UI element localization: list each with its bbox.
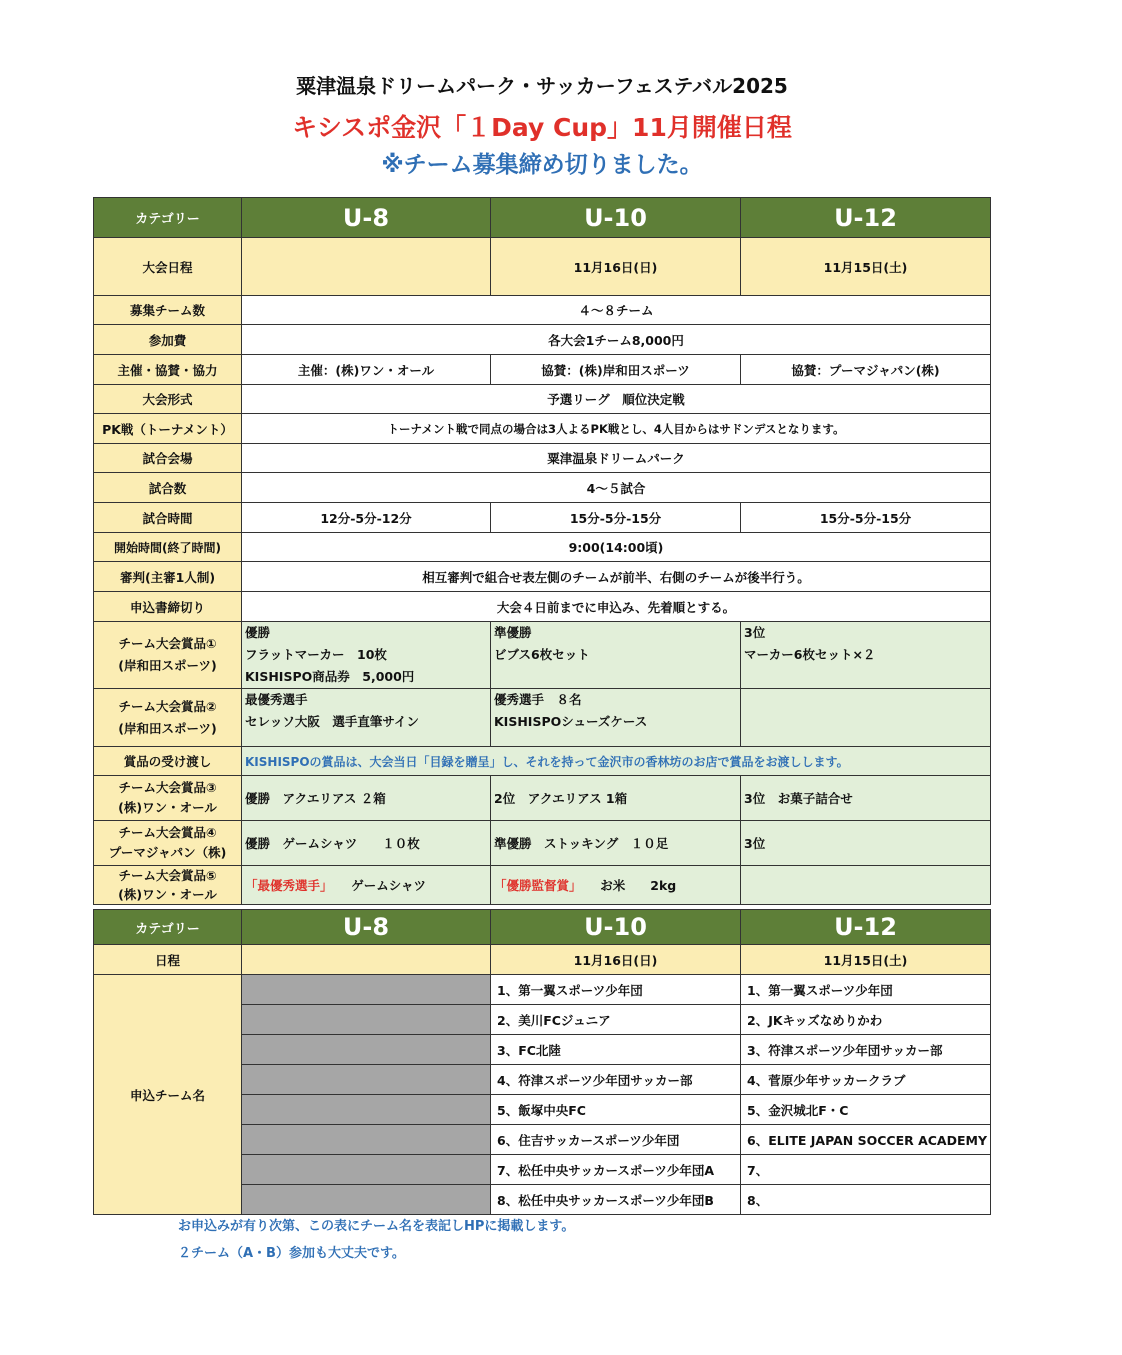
u8-prize5 — [242, 866, 491, 905]
u8-prize3: 優勝 アクエリアス ２箱 — [242, 776, 491, 821]
prize4-label-line1: チーム大会賞品④ — [118, 825, 217, 840]
prize5-label — [94, 866, 242, 905]
referee-label: 審判(主審1人制) — [94, 562, 242, 592]
sponsors-label: 主催・協賛・協力 — [94, 355, 242, 385]
matches-row — [94, 473, 991, 503]
u8-prize2 — [242, 689, 491, 747]
prize4-row — [94, 821, 991, 866]
u8-prize5-award: 「最優秀選手」 — [245, 878, 327, 893]
prize4-label-line2: プーマジャパン（株) — [108, 845, 227, 860]
prize4-label — [94, 821, 242, 866]
deadline-value: 大会４日前までに申込み、先着順とする。 — [242, 592, 991, 622]
pk-value: トーナメント戦で同点の場合は3人よるPK戦とし、4人目からはサドンデスとなります。 — [242, 414, 991, 444]
start-time-label: 開始時間(終了時間) — [94, 533, 242, 562]
u12-team: 8、 — [741, 1185, 991, 1215]
u10-prize4: 準優勝 ストッキング １０足 — [491, 821, 741, 866]
u10-match-time: 15分-5分-15分 — [491, 503, 741, 533]
teams-category-header-row — [94, 910, 991, 945]
prize2-row — [94, 689, 991, 747]
referee-row — [94, 562, 991, 592]
u10-team: 7、松任中央サッカースポーツ少年団A — [491, 1155, 741, 1185]
u10-prize1-line: 準優勝 — [494, 625, 532, 640]
u8-match-time: 12分-5分-12分 — [242, 503, 491, 533]
prize2-label-line2: (岸和田スポーツ) — [118, 720, 217, 736]
handover-value: KISHISPOの賞品は、大会当日「目録を贈呈」し、それを持って金沢市の香林坊のお店で賞品をお渡しします。 — [242, 747, 991, 776]
u12-schedule-date: 11月15日(土) — [741, 945, 991, 975]
u12-sponsor: 協賛：プーマジャパン(株) — [741, 355, 991, 385]
u12-header: U-12 — [741, 198, 991, 238]
matches-label: 試合数 — [94, 473, 242, 503]
u12-team: 7、 — [741, 1155, 991, 1185]
venue-value: 粟津温泉ドリームパーク — [242, 444, 991, 473]
schedule-label: 日程 — [94, 945, 242, 975]
u12-team: 6、ELITE JAPAN SOCCER ACADEMY — [741, 1125, 991, 1155]
u10-prize3: 2位 アクエリアス 1箱 — [491, 776, 741, 821]
fee-value: 各大会1チーム8,000円 — [242, 325, 991, 355]
match-time-row — [94, 503, 991, 533]
u12-team: 3、符津スポーツ少年団サッカー部 — [741, 1035, 991, 1065]
venue-row — [94, 444, 991, 473]
prize5-label-line1: チーム大会賞品⑤ — [118, 868, 217, 883]
u12-prize1 — [741, 622, 991, 689]
u10-header: U-10 — [491, 198, 741, 238]
schedule-table — [93, 197, 991, 905]
u10-prize2-line: KISHISPOシューズケース — [494, 714, 648, 729]
table-row — [94, 975, 991, 1005]
u12-match-time: 15分-5分-15分 — [741, 503, 991, 533]
u10-team: 3、FC北陸 — [491, 1035, 741, 1065]
u10-team: 5、飯塚中央FC — [491, 1095, 741, 1125]
u10-team: 1、第一翼スポーツ少年団 — [491, 975, 741, 1005]
u8-prize2-line: セレッソ大阪 選手直筆サイン — [245, 714, 420, 729]
u10-team: 6、住吉サッカースポーツ少年団 — [491, 1125, 741, 1155]
pk-row — [94, 414, 991, 444]
teams-table — [93, 909, 991, 1215]
prize1-label — [94, 622, 242, 689]
u8-team-slot — [242, 975, 491, 1005]
u8-team-slot — [242, 1065, 491, 1095]
handover-label: 賞品の受け渡し — [94, 747, 242, 776]
u10-prize2-line: 優秀選手 ８名 — [494, 692, 582, 707]
cup-schedule-title: キシスポ金沢「１Day Cup」11月開催日程 — [292, 113, 792, 142]
start-time-row — [94, 533, 991, 562]
fee-row — [94, 325, 991, 355]
u8-schedule-date — [242, 945, 491, 975]
prize1-row — [94, 622, 991, 689]
u10-header: U-10 — [491, 910, 741, 945]
start-time-value: 9:00(14:00頃) — [242, 533, 991, 562]
u12-prize1-line: マーカー6枚セット×２ — [744, 647, 876, 662]
u12-team: 4、菅原少年サッカークラブ — [741, 1065, 991, 1095]
prize2-label — [94, 689, 242, 747]
u8-prize1-line: フラットマーカー 10枚 — [245, 647, 387, 662]
fee-label: 参加費 — [94, 325, 242, 355]
handover-row — [94, 747, 991, 776]
note-hp-listing: お申込みが有り次第、この表にチーム名を表記しHPに掲載します。 — [178, 1219, 575, 1234]
event-title: 粟津温泉ドリームパーク・サッカーフェステバル2025 — [296, 74, 788, 98]
category-label: カテゴリー — [94, 198, 242, 238]
date-row — [94, 238, 991, 296]
u8-sponsor: 主催：(株)ワン・オール — [242, 355, 491, 385]
prize3-label-line2: (株)ワン・オール — [118, 800, 217, 815]
u10-schedule-date: 11月16日(日) — [491, 945, 741, 975]
u10-prize2 — [491, 689, 741, 747]
venue-label: 試合会場 — [94, 444, 242, 473]
match-time-label: 試合時間 — [94, 503, 242, 533]
u8-team-slot — [242, 1125, 491, 1155]
note-two-teams: ２チーム（A・B）参加も大丈夫です。 — [178, 1246, 405, 1261]
prize2-label-line1: チーム大会賞品② — [118, 698, 217, 714]
u12-date: 11月15日(土) — [741, 238, 991, 296]
deadline-label: 申込書締切り — [94, 592, 242, 622]
u12-prize1-line: 3位 — [744, 625, 766, 640]
u8-header: U-8 — [242, 910, 491, 945]
u8-prize1 — [242, 622, 491, 689]
u10-prize5-award: 「優勝監督賞」 — [494, 878, 576, 893]
prize3-row — [94, 776, 991, 821]
u8-prize1-line: 優勝 — [245, 625, 271, 640]
date-label: 大会日程 — [94, 238, 242, 296]
prize3-label-line1: チーム大会賞品③ — [118, 780, 217, 795]
sponsors-row — [94, 355, 991, 385]
u10-team: 2、美川FCジュニア — [491, 1005, 741, 1035]
u12-prize2 — [741, 689, 991, 747]
u8-date — [242, 238, 491, 296]
pk-label: PK戦（トーナメント） — [94, 414, 242, 444]
u8-header: U-8 — [242, 198, 491, 238]
category-label: カテゴリー — [94, 910, 242, 945]
u12-header: U-12 — [741, 910, 991, 945]
u8-team-slot — [242, 1005, 491, 1035]
u8-prize5-item: ゲームシャツ — [326, 878, 427, 893]
format-label: 大会形式 — [94, 385, 242, 414]
u10-prize1 — [491, 622, 741, 689]
prize5-row — [94, 866, 991, 905]
u8-prize4: 優勝 ゲームシャツ １０枚 — [242, 821, 491, 866]
teams-row — [94, 296, 991, 325]
teams-value: ４～８チーム — [242, 296, 991, 325]
u8-prize2-line: 最優秀選手 — [245, 692, 308, 707]
schedule-row — [94, 945, 991, 975]
u10-team: 4、符津スポーツ少年団サッカー部 — [491, 1065, 741, 1095]
deadline-row — [94, 592, 991, 622]
u10-prize1-line: ビブス6枚セット — [494, 647, 590, 662]
u12-team: 2、JKキッズなめりかわ — [741, 1005, 991, 1035]
prize1-label-line1: チーム大会賞品① — [118, 636, 217, 651]
u12-prize5 — [741, 866, 991, 905]
u8-team-slot — [242, 1155, 491, 1185]
u10-sponsor: 協賛：(株)岸和田スポーツ — [491, 355, 741, 385]
category-header-row — [94, 198, 991, 238]
matches-value: 4～５試合 — [242, 473, 991, 503]
teams-names-label: 申込チーム名 — [94, 975, 242, 1215]
format-row — [94, 385, 991, 414]
format-value: 予選リーグ 順位決定戦 — [242, 385, 991, 414]
u8-team-slot — [242, 1095, 491, 1125]
u10-prize5 — [491, 866, 741, 905]
referee-value: 相互審判で組合せ表左側のチームが前半、右側のチームが後半行う。 — [242, 562, 991, 592]
u12-team: 1、第一翼スポーツ少年団 — [741, 975, 991, 1005]
prize1-label-line2: (岸和田スポーツ) — [118, 658, 217, 673]
u10-team: 8、松任中央サッカースポーツ少年団B — [491, 1185, 741, 1215]
u8-prize1-line: KISHISPO商品券 5,000円 — [245, 669, 415, 684]
u8-team-slot — [242, 1035, 491, 1065]
u8-team-slot — [242, 1185, 491, 1215]
u12-prize4: 3位 — [741, 821, 991, 866]
teams-label: 募集チーム数 — [94, 296, 242, 325]
prize5-label-line2: (株)ワン・オール — [118, 887, 217, 902]
u10-date: 11月16日(日) — [491, 238, 741, 296]
u10-prize5-item: お米 2kg — [575, 878, 677, 893]
u12-prize3: 3位 お菓子詰合せ — [741, 776, 991, 821]
prize3-label — [94, 776, 242, 821]
u12-team: 5、金沢城北F・C — [741, 1095, 991, 1125]
closed-notice: ※チーム募集締め切りました。 — [381, 152, 703, 178]
